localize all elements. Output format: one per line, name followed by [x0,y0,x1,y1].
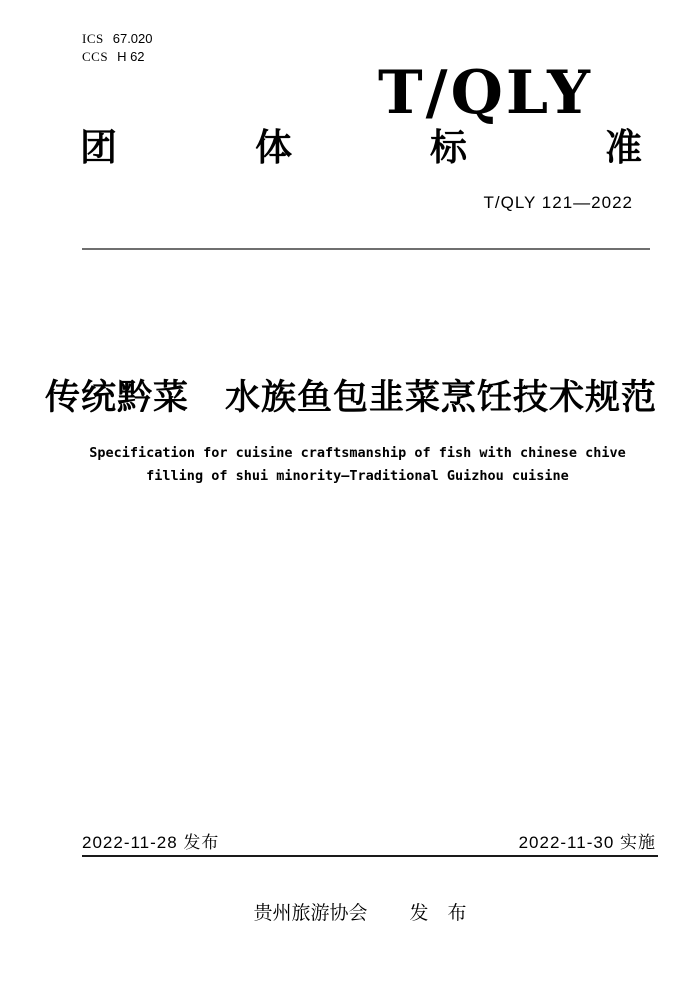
standard-type-char: 准 [605,127,642,168]
ics-label: ICS [82,31,104,46]
standard-body-logo: T/QLY [378,58,594,128]
standard-type-heading [80,128,642,168]
standard-type-char: 标 [430,127,467,168]
publisher-row [82,902,638,926]
dates-row [82,832,656,854]
ics-code-line [82,30,153,48]
ics-value: 67.020 [112,31,153,46]
classification-codes [82,30,153,65]
standard-type-char: 体 [255,127,292,168]
issue-date: 2022-11-28 发布 [82,833,220,852]
implement-date: 2022-11-30 实施 [518,833,656,852]
document-title-english [40,442,675,487]
document-title-english-line1: Specification for cuisine craftsmanship of fish with chinese chive [89,445,626,461]
ccs-label: CCS [82,48,109,64]
document-title-chinese: 传统黔菜 水族鱼包韭菜烹饪技术规范 [45,378,658,417]
ccs-value: H 62 [117,48,145,64]
standard-number: T/QLY 121—2022 [483,193,633,212]
footer-rule [82,855,658,857]
standard-type-char: 团 [80,127,117,168]
publisher-label: 发 布 [409,903,467,924]
header-separator-rule [82,248,650,250]
publisher-org: 贵州旅游协会 [253,903,368,924]
ccs-code-line [82,48,153,66]
document-title-english-line2: filling of shui minority—Traditional Guizhou cuisine [146,467,569,484]
